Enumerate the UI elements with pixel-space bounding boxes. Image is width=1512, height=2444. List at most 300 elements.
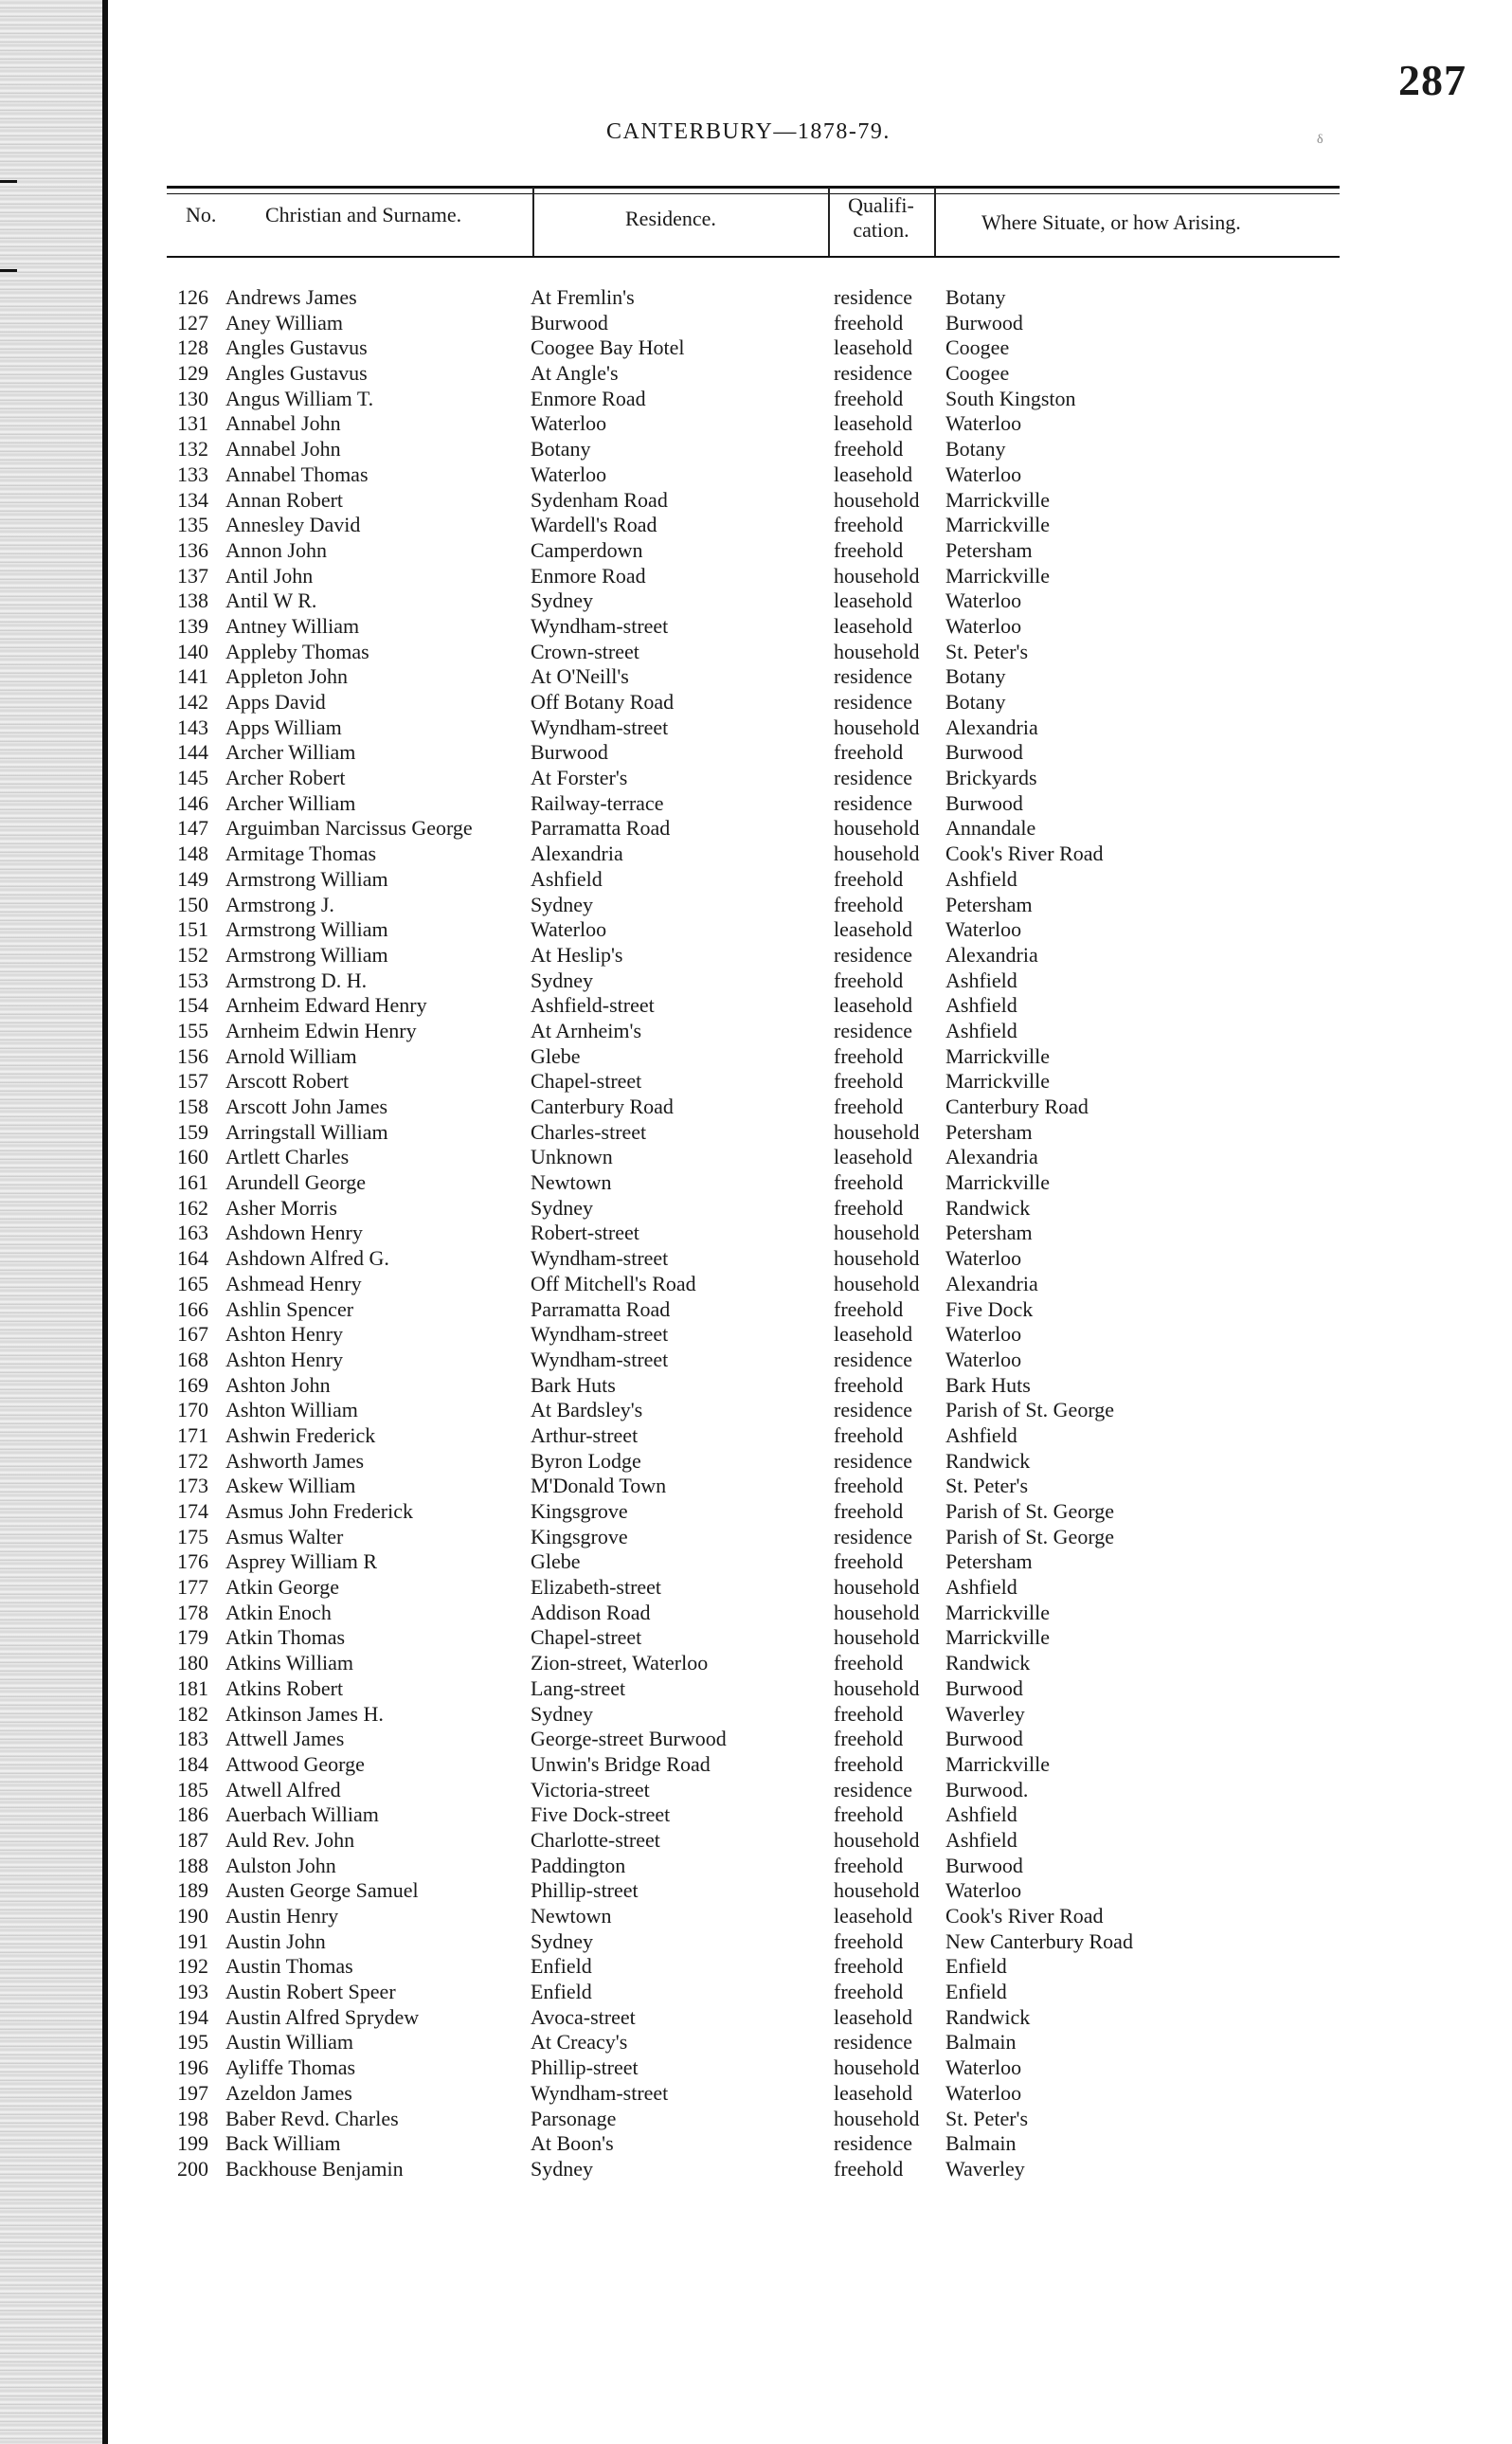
row-number-cell: 166 — [177, 1296, 208, 1321]
residence-cell: Unknown — [531, 1145, 613, 1169]
table-row — [0, 488, 1512, 514]
elector-name-cell: Austin Alfred Sprydew — [225, 2004, 420, 2029]
elector-name-cell: Attwell James — [225, 1727, 345, 1751]
elector-name-cell: Baber Revd. Charles — [225, 2106, 399, 2130]
row-number-cell: 148 — [177, 842, 208, 866]
where-situate-cell: Randwick — [945, 1651, 1031, 1675]
residence-cell: Wyndham-street — [531, 2080, 669, 2105]
row-number-cell: 162 — [177, 1195, 208, 1220]
residence-cell: Camperdown — [531, 537, 643, 562]
header-name: Christian and Surname. — [265, 203, 462, 226]
qualification-cell: residence — [834, 1347, 913, 1371]
qualification-cell: freehold — [834, 310, 904, 335]
qualification-cell: household — [834, 1878, 920, 1903]
table-row — [0, 1702, 1512, 1728]
table-row — [0, 690, 1512, 715]
elector-name-cell: Austin John — [225, 1928, 326, 1953]
where-situate-cell: Marrickville — [945, 1069, 1050, 1094]
row-number-cell: 146 — [177, 790, 208, 815]
residence-cell: M'Donald Town — [531, 1474, 667, 1498]
qualification-cell: household — [834, 1575, 920, 1600]
qualification-cell: freehold — [834, 1043, 904, 1068]
qualification-cell: freehold — [834, 1701, 904, 1726]
qualification-cell: freehold — [834, 513, 904, 537]
residence-cell: Wyndham-street — [531, 613, 669, 638]
header-no: No. — [186, 203, 217, 226]
table-row — [0, 588, 1512, 614]
where-situate-cell: Burwood — [945, 790, 1023, 815]
elector-name-cell: Backhouse Benjamin — [225, 2156, 404, 2181]
elector-name-cell: Arguimban Narcissus George — [225, 816, 473, 841]
where-situate-cell: Burwood — [945, 1727, 1023, 1751]
elector-name-cell: Antil John — [225, 563, 314, 588]
qualification-cell: freehold — [834, 892, 904, 916]
row-number-cell: 178 — [177, 1600, 208, 1624]
table-row — [0, 1120, 1512, 1146]
elector-name-cell: Angles Gustavus — [225, 335, 368, 360]
page-title: CANTERBURY—1878-79. — [606, 119, 891, 144]
qualification-cell: freehold — [834, 866, 904, 891]
elector-name-cell: Archer William — [225, 740, 356, 765]
qualification-cell: freehold — [834, 1549, 904, 1574]
qualification-cell: household — [834, 487, 920, 512]
qualification-cell: leasehold — [834, 993, 913, 1018]
qualification-cell: leasehold — [834, 2080, 913, 2105]
table-row — [0, 614, 1512, 640]
where-situate-cell: Waterloo — [945, 462, 1022, 486]
residence-cell: At Arnheim's — [531, 1018, 642, 1042]
row-number-cell: 135 — [177, 513, 208, 537]
qualification-cell: freehold — [834, 1727, 904, 1751]
elector-name-cell: Armstrong William — [225, 917, 388, 942]
where-situate-cell: Burwood — [945, 740, 1023, 765]
table-row — [0, 1221, 1512, 1246]
elector-name-cell: Annan Robert — [225, 487, 344, 512]
residence-cell: Newtown — [531, 1170, 612, 1195]
where-situate-cell: Petersham — [945, 1119, 1033, 1144]
where-situate-cell: Burwood — [945, 310, 1023, 335]
qualification-cell: freehold — [834, 1802, 904, 1827]
elector-name-cell: Ashton Henry — [225, 1347, 344, 1371]
where-situate-cell: Alexandria — [945, 715, 1038, 739]
table-row — [0, 285, 1512, 311]
table-row — [0, 2081, 1512, 2107]
row-number-cell: 199 — [177, 2131, 208, 2156]
elector-name-cell: Ashton William — [225, 1398, 358, 1422]
residence-cell: Byron Lodge — [531, 1448, 641, 1473]
residence-cell: Unwin's Bridge Road — [531, 1751, 711, 1776]
elector-name-cell: Annon John — [225, 537, 327, 562]
table-row — [0, 969, 1512, 994]
table-row — [0, 766, 1512, 791]
residence-cell: Enfield — [531, 1980, 592, 2004]
elector-name-cell: Appleton John — [225, 664, 348, 689]
row-number-cell: 150 — [177, 892, 208, 916]
row-number-cell: 126 — [177, 285, 208, 309]
table-row — [0, 513, 1512, 538]
row-number-cell: 137 — [177, 563, 208, 588]
row-number-cell: 180 — [177, 1651, 208, 1675]
residence-cell: Ashfield — [531, 866, 603, 891]
residence-cell: Sydney — [531, 1928, 593, 1953]
elector-name-cell: Ashmead Henry — [225, 1271, 362, 1295]
elector-name-cell: Ashworth James — [225, 1448, 365, 1473]
residence-cell: Chapel-street — [531, 1069, 642, 1094]
residence-cell: Kingsgrove — [531, 1499, 628, 1523]
table-row — [0, 1398, 1512, 1423]
qualification-cell: freehold — [834, 1853, 904, 1877]
table-row — [0, 740, 1512, 766]
residence-cell: At Creacy's — [531, 2030, 628, 2055]
where-situate-cell: Coogee — [945, 361, 1010, 386]
residence-cell: Kingsgrove — [531, 1524, 628, 1548]
qualification-cell: residence — [834, 790, 913, 815]
where-situate-cell: Burwood — [945, 1675, 1023, 1700]
residence-cell: Sydenham Road — [531, 487, 668, 512]
row-number-cell: 192 — [177, 1954, 208, 1979]
row-number-cell: 200 — [177, 2156, 208, 2181]
where-situate-cell: Marrickville — [945, 1751, 1050, 1776]
qualification-cell: freehold — [834, 2156, 904, 2181]
row-number-cell: 153 — [177, 968, 208, 992]
elector-name-cell: Aney William — [225, 310, 343, 335]
row-number-cell: 196 — [177, 2055, 208, 2080]
table-row — [0, 335, 1512, 361]
header-rule-bottom — [167, 256, 1340, 258]
residence-cell: Parramatta Road — [531, 816, 671, 841]
row-number-cell: 183 — [177, 1727, 208, 1751]
elector-name-cell: Armstrong J. — [225, 892, 334, 916]
table-row — [0, 640, 1512, 665]
row-number-cell: 142 — [177, 690, 208, 714]
qualification-cell: household — [834, 1827, 920, 1852]
elector-name-cell: Ayliffe Thomas — [225, 2055, 356, 2080]
elector-name-cell: Arringstall William — [225, 1119, 388, 1144]
residence-cell: Phillip-street — [531, 1878, 639, 1903]
row-number-cell: 140 — [177, 639, 208, 663]
qualification-cell: residence — [834, 664, 913, 689]
table-row — [0, 1625, 1512, 1651]
where-situate-cell: Marrickville — [945, 563, 1050, 588]
where-situate-cell: Randwick — [945, 1195, 1031, 1220]
elector-name-cell: Apps David — [225, 690, 326, 714]
residence-cell: Arthur-street — [531, 1422, 639, 1447]
qualification-cell: household — [834, 1271, 920, 1295]
residence-cell: Sydney — [531, 1195, 593, 1220]
row-number-cell: 155 — [177, 1018, 208, 1042]
qualification-cell: residence — [834, 1524, 913, 1548]
table-row — [0, 564, 1512, 589]
row-number-cell: 171 — [177, 1422, 208, 1447]
table-row — [0, 2030, 1512, 2055]
row-number-cell: 169 — [177, 1372, 208, 1397]
where-situate-cell: Botany — [945, 285, 1006, 309]
row-number-cell: 138 — [177, 588, 208, 613]
where-situate-cell: Ashfield — [945, 1018, 1017, 1042]
row-number-cell: 157 — [177, 1069, 208, 1094]
row-number-cell: 194 — [177, 2004, 208, 2029]
residence-cell: Off Mitchell's Road — [531, 1271, 696, 1295]
residence-cell: Ashfield-street — [531, 993, 655, 1018]
row-number-cell: 165 — [177, 1271, 208, 1295]
table-row — [0, 1676, 1512, 1702]
table-row — [0, 1423, 1512, 1449]
where-situate-cell: Cook's River Road — [945, 1904, 1104, 1928]
table-row — [0, 816, 1512, 842]
row-number-cell: 144 — [177, 740, 208, 765]
elector-name-cell: Arnheim Edward Henry — [225, 993, 427, 1018]
residence-cell: Burwood — [531, 310, 608, 335]
row-number-cell: 134 — [177, 487, 208, 512]
where-situate-cell: Waterloo — [945, 613, 1022, 638]
where-situate-cell: Balmain — [945, 2030, 1017, 2055]
table-row — [0, 311, 1512, 336]
residence-cell: Paddington — [531, 1853, 626, 1877]
elector-name-cell: Arnold William — [225, 1043, 357, 1068]
elector-name-cell: Atkins Robert — [225, 1675, 344, 1700]
row-number-cell: 174 — [177, 1499, 208, 1523]
header-rule-top — [167, 186, 1340, 189]
where-situate-cell: Petersham — [945, 892, 1033, 916]
elector-name-cell: Artlett Charles — [225, 1145, 350, 1169]
qualification-cell: freehold — [834, 1170, 904, 1195]
residence-cell: Phillip-street — [531, 2055, 639, 2080]
residence-cell: George-street Burwood — [531, 1727, 727, 1751]
elector-name-cell: Austin William — [225, 2030, 353, 2055]
residence-cell: At Heslip's — [531, 942, 623, 967]
row-number-cell: 195 — [177, 2030, 208, 2055]
qualification-cell: leasehold — [834, 588, 913, 613]
qualification-cell: residence — [834, 2030, 913, 2055]
elector-name-cell: Annabel John — [225, 411, 341, 436]
table-row — [0, 842, 1512, 867]
where-situate-cell: Coogee — [945, 335, 1010, 360]
where-situate-cell: Parish of St. George — [945, 1398, 1115, 1422]
residence-cell: Glebe — [531, 1549, 581, 1574]
elector-name-cell: Asmus Walter — [225, 1524, 344, 1548]
table-row — [0, 1954, 1512, 1980]
row-number-cell: 182 — [177, 1701, 208, 1726]
table-row — [0, 387, 1512, 412]
elector-name-cell: Back William — [225, 2131, 341, 2156]
qualification-cell: household — [834, 1625, 920, 1650]
table-row — [0, 1802, 1512, 1828]
row-number-cell: 156 — [177, 1043, 208, 1068]
row-number-cell: 139 — [177, 613, 208, 638]
qualification-cell: household — [834, 1600, 920, 1624]
residence-cell: Waterloo — [531, 917, 607, 942]
residence-cell: Parsonage — [531, 2106, 617, 2130]
elector-name-cell: Atkin Enoch — [225, 1600, 332, 1624]
table-row — [0, 1778, 1512, 1803]
elector-name-cell: Austin Robert Speer — [225, 1980, 396, 2004]
qualification-cell: leasehold — [834, 462, 913, 486]
row-number-cell: 184 — [177, 1751, 208, 1776]
residence-cell: Zion-street, Waterloo — [531, 1651, 709, 1675]
where-situate-cell: Waverley — [945, 2156, 1025, 2181]
qualification-cell: residence — [834, 690, 913, 714]
elector-name-cell: Archer Robert — [225, 766, 346, 790]
table-row — [0, 1601, 1512, 1626]
row-number-cell: 143 — [177, 715, 208, 739]
table-row — [0, 1828, 1512, 1854]
row-number-cell: 136 — [177, 537, 208, 562]
elector-name-cell: Ashwin Frederick — [225, 1422, 376, 1447]
where-situate-cell: St. Peter's — [945, 639, 1029, 663]
elector-name-cell: Annabel Thomas — [225, 462, 369, 486]
where-situate-cell: Parish of St. George — [945, 1524, 1115, 1548]
qualification-cell: household — [834, 2055, 920, 2080]
table-row — [0, 1095, 1512, 1120]
where-situate-cell: Burwood — [945, 1853, 1023, 1877]
where-situate-cell: Botany — [945, 690, 1006, 714]
elector-name-cell: Ashton Henry — [225, 1322, 344, 1347]
qualification-cell: residence — [834, 1398, 913, 1422]
residence-cell: Elizabeth-street — [531, 1575, 662, 1600]
row-number-cell: 159 — [177, 1119, 208, 1144]
elector-name-cell: Annabel John — [225, 437, 341, 462]
qualification-cell: residence — [834, 766, 913, 790]
table-row — [0, 1854, 1512, 1879]
residence-cell: Bark Huts — [531, 1372, 616, 1397]
where-situate-cell: Randwick — [945, 1448, 1031, 1473]
where-situate-cell: Ashfield — [945, 866, 1017, 891]
residence-cell: Wyndham-street — [531, 715, 669, 739]
residence-cell: Waterloo — [531, 411, 607, 436]
qualification-cell: freehold — [834, 1499, 904, 1523]
residence-cell: Robert-street — [531, 1221, 639, 1245]
qualification-cell: residence — [834, 942, 913, 967]
qualification-cell: household — [834, 842, 920, 866]
residence-cell: Sydney — [531, 2156, 593, 2181]
row-number-cell: 172 — [177, 1448, 208, 1473]
where-situate-cell: Cook's River Road — [945, 842, 1104, 866]
table-row — [0, 1145, 1512, 1170]
elector-name-cell: Ashdown Alfred G. — [225, 1246, 389, 1271]
residence-cell: Wardell's Road — [531, 513, 657, 537]
table-row — [0, 2055, 1512, 2081]
row-number-cell: 186 — [177, 1802, 208, 1827]
table-row — [0, 1348, 1512, 1373]
residence-cell: Charlotte-street — [531, 1827, 660, 1852]
corner-mark: δ — [1317, 133, 1323, 147]
elector-name-cell: Askew William — [225, 1474, 356, 1498]
margin-tick — [0, 180, 17, 183]
table-row — [0, 1373, 1512, 1399]
where-situate-cell: Alexandria — [945, 1145, 1038, 1169]
elector-name-cell: Armstrong William — [225, 866, 388, 891]
elector-name-cell: Ashdown Henry — [225, 1221, 363, 1245]
where-situate-cell: Marrickville — [945, 1043, 1050, 1068]
elector-name-cell: Arscott John James — [225, 1095, 388, 1118]
table-row — [0, 1272, 1512, 1297]
qualification-cell: household — [834, 816, 920, 841]
residence-cell: Coogee Bay Hotel — [531, 335, 685, 360]
where-situate-cell: Petersham — [945, 1221, 1033, 1245]
table-row — [0, 1297, 1512, 1323]
row-number-cell: 190 — [177, 1904, 208, 1928]
where-situate-cell: Waterloo — [945, 2080, 1022, 2105]
table-row — [0, 1727, 1512, 1752]
qualification-cell: freehold — [834, 1651, 904, 1675]
residence-cell: Waterloo — [531, 462, 607, 486]
row-number-cell: 168 — [177, 1347, 208, 1371]
elector-name-cell: Atkin Thomas — [225, 1625, 346, 1650]
qualification-cell: household — [834, 1119, 920, 1144]
elector-name-cell: Appleby Thomas — [225, 639, 369, 663]
residence-cell: Off Botany Road — [531, 690, 675, 714]
elector-name-cell: Apps William — [225, 715, 342, 739]
row-number-cell: 160 — [177, 1145, 208, 1169]
table-row — [0, 462, 1512, 488]
residence-cell: Wyndham-street — [531, 1347, 669, 1371]
row-number-cell: 185 — [177, 1777, 208, 1801]
header-residence: Residence. — [625, 207, 716, 230]
row-number-cell: 141 — [177, 664, 208, 689]
table-row — [0, 2005, 1512, 2031]
residence-cell: At Bardsley's — [531, 1398, 643, 1422]
residence-cell: Railway-terrace — [531, 790, 664, 815]
elector-name-cell: Auerbach William — [225, 1802, 379, 1827]
elector-name-cell: Atwell Alfred — [225, 1777, 341, 1801]
residence-cell: At O'Neill's — [531, 664, 629, 689]
row-number-cell: 173 — [177, 1474, 208, 1498]
where-situate-cell: Marrickville — [945, 1170, 1050, 1195]
table-row — [0, 538, 1512, 564]
qualification-cell: freehold — [834, 1928, 904, 1953]
elector-name-cell: Asprey William R — [225, 1549, 378, 1574]
elector-name-cell: Azeldon James — [225, 2080, 352, 2105]
elector-name-cell: Armstrong D. H. — [225, 968, 368, 992]
qualification-cell: leasehold — [834, 1904, 913, 1928]
where-situate-cell: Waterloo — [945, 1322, 1022, 1347]
where-situate-cell: South Kingston — [945, 386, 1076, 410]
row-number-cell: 193 — [177, 1980, 208, 2004]
where-situate-cell: Waterloo — [945, 2055, 1022, 2080]
qualification-cell: freehold — [834, 537, 904, 562]
where-situate-cell: Alexandria — [945, 942, 1038, 967]
where-situate-cell: Balmain — [945, 2131, 1017, 2156]
residence-cell: Chapel-street — [531, 1625, 642, 1650]
elector-name-cell: Atkinson James H. — [225, 1701, 384, 1726]
table-row — [0, 1980, 1512, 2005]
where-situate-cell: Brickyards — [945, 766, 1037, 790]
qualification-cell: leasehold — [834, 613, 913, 638]
residence-cell: Newtown — [531, 1904, 612, 1928]
qualification-cell: leasehold — [834, 411, 913, 436]
table-row — [0, 993, 1512, 1019]
elector-name-cell: Antney William — [225, 613, 360, 638]
residence-cell: At Fremlin's — [531, 285, 635, 309]
table-row — [0, 1575, 1512, 1601]
residence-cell: Avoca-street — [531, 2004, 636, 2029]
table-row — [0, 1752, 1512, 1778]
row-number-cell: 167 — [177, 1322, 208, 1347]
table-row — [0, 943, 1512, 969]
elector-list — [0, 285, 1512, 2182]
table-row — [0, 1069, 1512, 1095]
residence-cell: Charles-street — [531, 1119, 647, 1144]
table-row — [0, 1170, 1512, 1196]
table-row — [0, 1044, 1512, 1070]
where-situate-cell: St. Peter's — [945, 2106, 1029, 2130]
where-situate-cell: Alexandria — [945, 1271, 1038, 1295]
residence-cell: Parramatta Road — [531, 1296, 671, 1321]
qualification-cell: residence — [834, 2131, 913, 2156]
where-situate-cell: Bark Huts — [945, 1372, 1031, 1397]
row-number-cell: 151 — [177, 917, 208, 942]
row-number-cell: 181 — [177, 1675, 208, 1700]
